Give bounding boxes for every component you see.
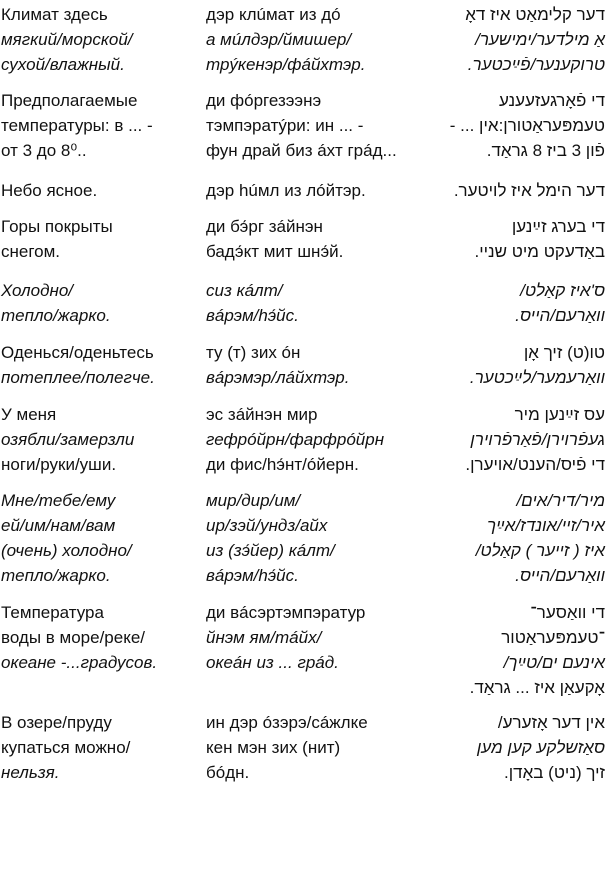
- transliteration-column: [196, 2, 428, 77]
- yiddish-line: באַדעקט מיט שניי.: [474, 242, 605, 261]
- russian-column: [0, 710, 196, 785]
- yiddish-column: [428, 340, 609, 390]
- russian-column: [0, 488, 196, 588]
- transliteration-column: [196, 214, 428, 264]
- yiddish-line: טעמפּעראַטורן:אין ... -: [449, 116, 605, 135]
- russian-line: сухой/влажный.: [1, 55, 125, 74]
- transliteration-line: йнэм ям/тáйх/: [206, 628, 322, 647]
- russian-line: У меня: [1, 405, 57, 424]
- russian-column: [0, 88, 196, 163]
- yiddish-line: זיך (ניט) באָדן.: [504, 763, 605, 782]
- yiddish-line: ס'איז קאַלט/: [520, 281, 605, 300]
- yiddish-line: מיר/דיר/אים/: [516, 491, 605, 510]
- yiddish-line: די וואַסער־: [530, 603, 605, 622]
- yiddish-column: [428, 488, 609, 588]
- yiddish-line: אַ מילדער/ימישער/: [475, 30, 605, 49]
- transliteration-line: ту (т) зих óн: [206, 343, 301, 362]
- transliteration-line: ди вáсэртэмпэратур: [206, 603, 366, 622]
- transliteration-line: ир/зэй/ундз/айх: [206, 516, 328, 535]
- russian-line: нельзя.: [1, 763, 60, 782]
- transliteration-line: из (зэ́йер) кáлт/: [206, 541, 335, 560]
- transliteration-line: океáн из ... грáд.: [206, 653, 339, 672]
- russian-line: озябли/замерзли: [1, 430, 135, 449]
- transliteration-line: ин дэр óзэрэ/сáжлке: [206, 713, 368, 732]
- transliteration-line: вáрэм/hэ́йс.: [206, 566, 299, 585]
- yiddish-line: דער קלימאַט איז דאָ: [465, 5, 605, 24]
- russian-line: Температура: [1, 603, 104, 622]
- yiddish-column: [428, 2, 609, 77]
- transliteration-line: а мúлдэр/ймишер/: [206, 30, 352, 49]
- yiddish-line: וואַרעם/הייס.: [515, 306, 605, 325]
- phrase-entry-climate: [0, 2, 609, 88]
- yiddish-column: [428, 402, 609, 477]
- transliteration-line: гефрóйрн/фарфрóйрн: [206, 430, 385, 449]
- yiddish-line: וואַרעם/הייס.: [515, 566, 605, 585]
- transliteration-line: мир/дир/им/: [206, 491, 301, 510]
- transliteration-line: ди фóргезээнэ: [206, 91, 322, 110]
- russian-column: [0, 178, 196, 203]
- russian-line: температуры: в ... -: [1, 116, 153, 135]
- transliteration-column: [196, 600, 428, 675]
- yiddish-line: טו(ט) זיך אָן: [523, 343, 605, 362]
- transliteration-line: сиз кáлт/: [206, 281, 283, 300]
- russian-line: В озере/пруду: [1, 713, 112, 732]
- yiddish-line: פֿון 3 ביז 8 גראַד.: [486, 141, 605, 160]
- yiddish-line: עס זײַנען מיר: [514, 405, 605, 424]
- transliteration-line: бадэ́кт мит шнэ́й.: [206, 242, 344, 261]
- yiddish-column: [428, 710, 609, 785]
- yiddish-line: די פֿאָרגעזעענע: [498, 91, 605, 110]
- phrase-entry-sky: [0, 178, 609, 214]
- yiddish-line: ־טעמפּעראַטור: [501, 628, 605, 647]
- transliteration-column: [196, 402, 428, 477]
- russian-line: ноги/руки/уши.: [1, 455, 117, 474]
- yiddish-column: [428, 278, 609, 328]
- russian-column: [0, 340, 196, 390]
- phrase-entry-cold: [0, 488, 609, 600]
- yiddish-line: די בערג זײַנען: [511, 217, 605, 236]
- transliteration-line: фун драй биз áхт грáд...: [206, 141, 397, 160]
- yiddish-line: אָקעאַן איז ... גראַד.: [469, 678, 605, 697]
- transliteration-column: [196, 178, 428, 203]
- transliteration-line: бóдн.: [206, 763, 250, 782]
- russian-line: от 3 до 8⁰..: [1, 141, 87, 160]
- russian-line: Горы покрыты: [1, 217, 113, 236]
- yiddish-line: איז ( זייער ) קאַלט/: [475, 541, 605, 560]
- transliteration-column: [196, 488, 428, 588]
- yiddish-column: [428, 178, 609, 203]
- transliteration-line: эс зáйнэн мир: [206, 405, 318, 424]
- russian-line: потеплее/полегче.: [1, 368, 155, 387]
- russian-line: тепло/жарко.: [1, 306, 111, 325]
- yiddish-column: [428, 214, 609, 264]
- russian-column: [0, 278, 196, 328]
- russian-line: (очень) холодно/: [1, 541, 132, 560]
- russian-column: [0, 600, 196, 675]
- russian-line: воды в море/реке/: [1, 628, 146, 647]
- russian-column: [0, 2, 196, 77]
- yiddish-line: וואַרעמער/לײַכטער.: [469, 368, 605, 387]
- russian-line: Климат здесь: [1, 5, 108, 24]
- yiddish-line: געפֿרוירן/פֿאַרפֿרוירן: [470, 430, 605, 449]
- russian-line: океане -...градусов.: [1, 653, 158, 672]
- russian-line: ей/им/нам/вам: [1, 516, 116, 535]
- russian-line: мягкий/морской/: [1, 30, 133, 49]
- phrase-entry-temperatures: [0, 88, 609, 178]
- phrase-entry-weather: [0, 278, 609, 340]
- russian-column: [0, 214, 196, 264]
- yiddish-column: [428, 600, 609, 700]
- transliteration-column: [196, 710, 428, 785]
- transliteration-line: тэмпэратýри: ин ... -: [206, 116, 364, 135]
- transliteration-line: ди бэ́рг зáйнэн: [206, 217, 323, 236]
- transliteration-line: кен мэн зих (нит): [206, 738, 341, 757]
- yiddish-line: די פֿיס/הענט/אויערן.: [465, 455, 605, 474]
- russian-line: Предполагаемые: [1, 91, 138, 110]
- yiddish-line: אין דער אָזערע/: [497, 713, 605, 732]
- yiddish-line: סאַזשלקע קען מען: [476, 738, 605, 757]
- phrase-entry-swimming: [0, 710, 609, 790]
- transliteration-line: трýкенэр/фáйхтэр.: [206, 55, 366, 74]
- yiddish-column: [428, 88, 609, 163]
- russian-line: Холодно/: [1, 281, 74, 300]
- yiddish-line: אינעם ים/טײַך/: [503, 653, 605, 672]
- russian-line: Мне/тебе/ему: [1, 491, 116, 510]
- phrase-entry-mountains: [0, 214, 609, 278]
- russian-line: тепло/жарко.: [1, 566, 111, 585]
- transliteration-line: вáрэмэр/лáйхтэр.: [206, 368, 350, 387]
- phrase-entry-dress: [0, 340, 609, 402]
- phrase-entry-frozen: [0, 402, 609, 488]
- transliteration-column: [196, 88, 428, 163]
- transliteration-line: дэр клúмат из дó: [206, 5, 341, 24]
- transliteration-column: [196, 278, 428, 328]
- transliteration-line: ди фис/hэ́нт/óйерн.: [206, 455, 359, 474]
- transliteration-line: вáрэм/hэ́йс.: [206, 306, 299, 325]
- yiddish-line: איר/זיי/אונדז/אײַך: [486, 516, 605, 535]
- russian-line: купаться можно/: [1, 738, 131, 757]
- yiddish-line: דער הימל איז לויטער.: [453, 181, 605, 200]
- transliteration-column: [196, 340, 428, 390]
- phrase-entry-water-temperature: [0, 600, 609, 710]
- yiddish-line: טרוקענער/פֿײַכטער.: [467, 55, 605, 74]
- russian-line: Оденься/оденьтесь: [1, 343, 154, 362]
- transliteration-line: дэр húмл из лóйтэр.: [206, 181, 366, 200]
- russian-column: [0, 402, 196, 477]
- russian-line: Небо ясное.: [1, 181, 98, 200]
- russian-line: снегом.: [1, 242, 61, 261]
